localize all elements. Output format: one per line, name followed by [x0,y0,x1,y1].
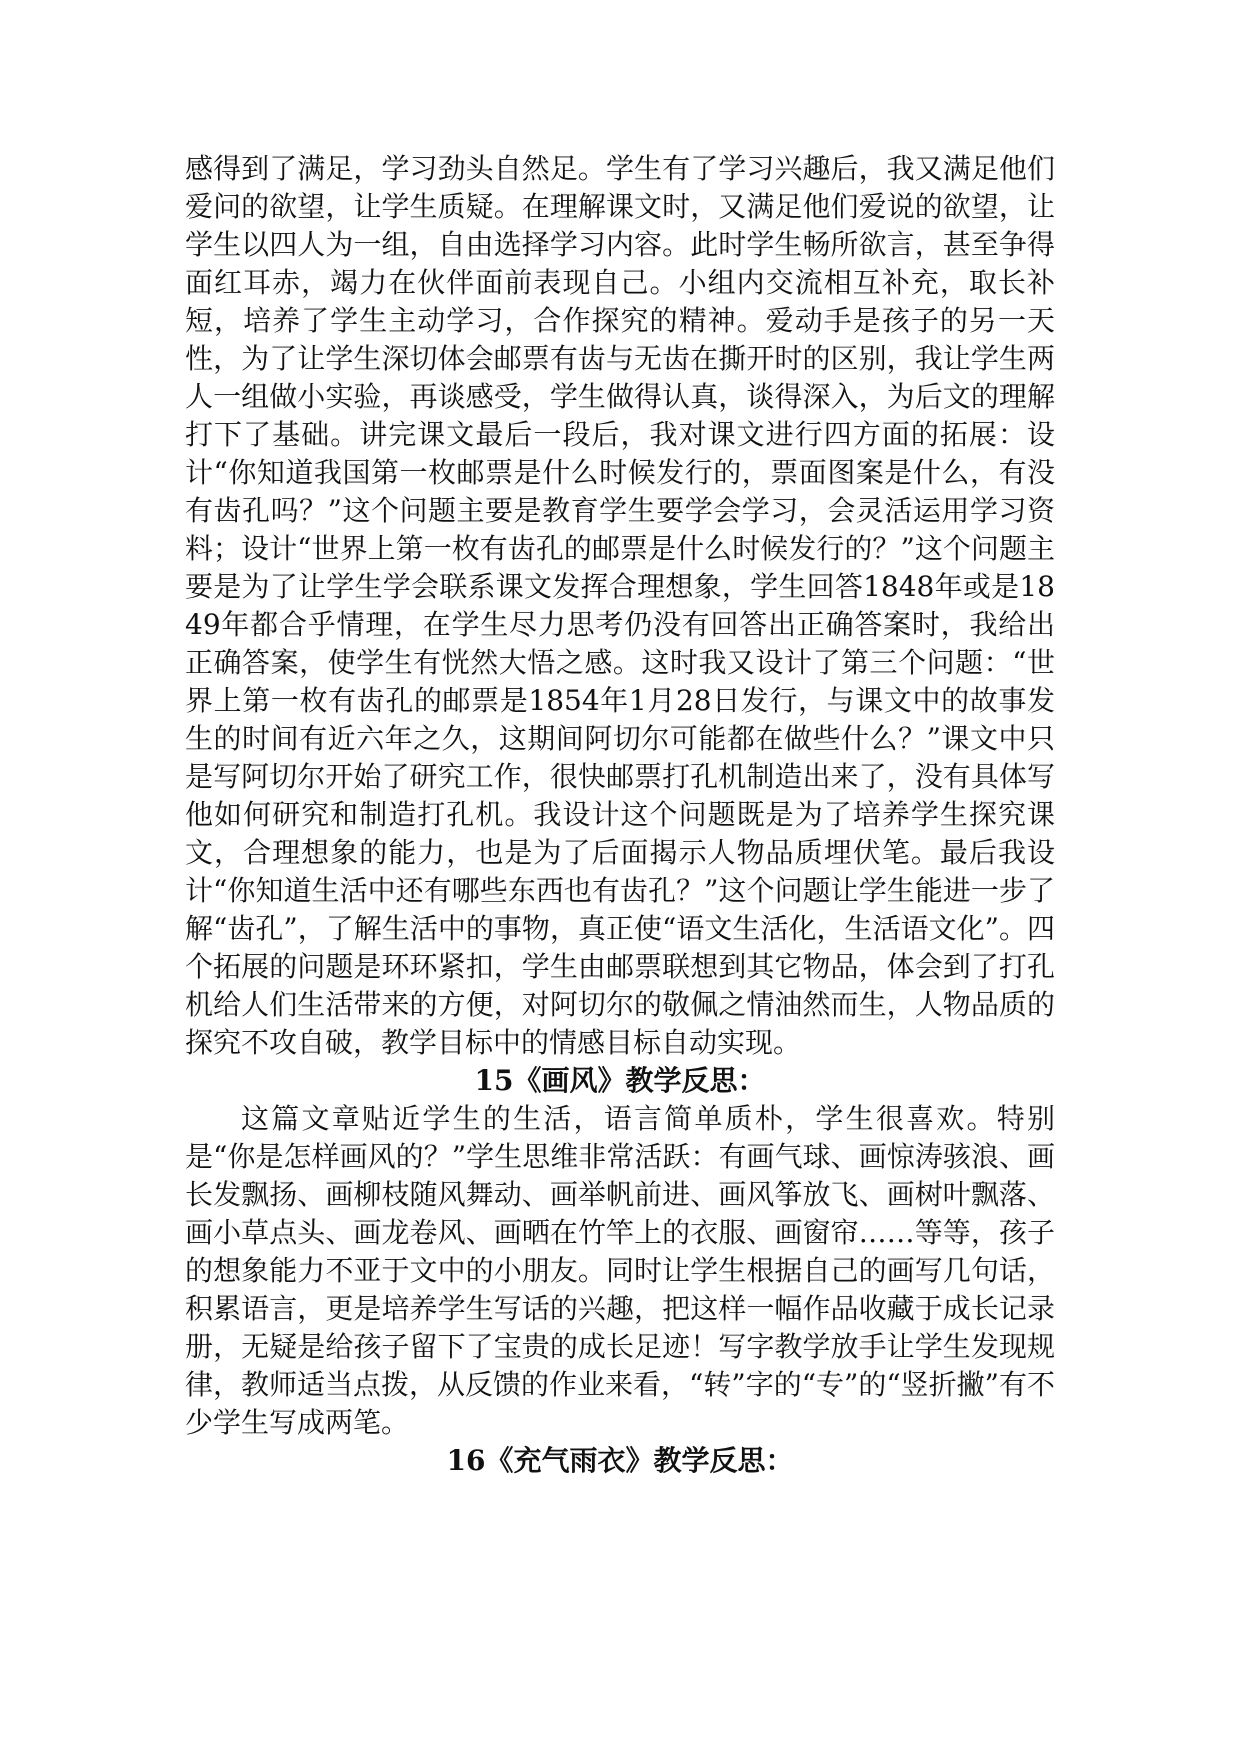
section-heading-chongqi-yuyi: 16《充气雨衣》教学反思： [446,1444,794,1477]
body-paragraph: 这篇文章贴近学生的生活，语言简单质朴，学生很喜欢。特别是“你是怎样画风的？”学生思维非常活跃：有画气球、画惊涛骇浪、画长发飘扬、画柳枝随风舞动、画举帆前进、画风筝放飞、画树叶飘落、画小草点头、画龙卷风、画晒在竹竿上的衣服、画窗帘……等等，孩子的想象能力不亚于文中的小朋友。同时让学生根据自己的画写几句话，积累语言，更是培养学生写话的兴趣，把这样一幅作品收藏于成长记录册，无疑是给孩子留下了宝贵的成长足迹！写字教学放手让学生发现规律，教师适当点拨，从反馈的作业来看，“转”字的“专”的“竖折撇”有不少学生写成两笔。 [185,1102,1055,1439]
document-page [185,150,1055,1480]
section-heading-huafeng: 15《画风》教学反思： [474,1064,766,1097]
body-paragraph: 感得到了满足，学习劲头自然足。学生有了学习兴趣后，我又满足他们爱问的欲望，让学生质疑。在理解课文时，又满足他们爱说的欲望，让学生以四人为一组，自由选择学习内容。此时学生畅所欲言，甚至争得面红耳赤，竭力在伙伴面前表现自己。小组内交流相互补充，取长补短，培养了学生主动学习，合作探究的精神。爱动手是孩子的另一天性，为了让学生深切体会邮票有齿与无齿在撕开时的区别，我让学生两人一组做小实验，再谈感受，学生做得认真，谈得深入，为后文的理解打下了基础。讲完课文最后一段后，我对课文进行四方面的拓展：设计“你知道我国第一枚邮票是什么时候发行的，票面图案是什么，有没有齿孔吗？”这个问题主要是教育学生要学会学习，会灵活运用学习资料；设计“世界上第一枚有齿孔的邮票是什么时候发行的？”这个问题主要是为了让学生学会联系课文发挥合理想象，学生回答1848年或是1849年都合乎情理，在学生尽力思考仍没有回答出正确答案时，我给出正确答案，使学生有恍然大悟之感。这时我又设计了第三个问题：“世界上第一枚有齿孔的邮票是1854年1月28日发行，与课文中的故事发生的时间有近六年之久，这期间阿切尔可能都在做些什么？”课文中只是写阿切尔开始了研究工作，很快邮票打孔机制造出来了，没有具体写他如何研究和制造打孔机。我设计这个问题既是为了培养学生探究课文，合理想象的能力，也是为了后面揭示人物品质埋伏笔。最后我设计“你知道生活中还有哪些东西也有齿孔？”这个问题让学生能进一步了解“齿孔”，了解生活中的事物，真正使“语文生活化，生活语文化”。四个拓展的问题是环环紧扣，学生由邮票联想到其它物品，体会到了打孔机给人们生活带来的方便，对阿切尔的敬佩之情油然而生，人物品质的探究不攻自破，教学目标中的情感目标自动实现。 [185,152,1055,1059]
